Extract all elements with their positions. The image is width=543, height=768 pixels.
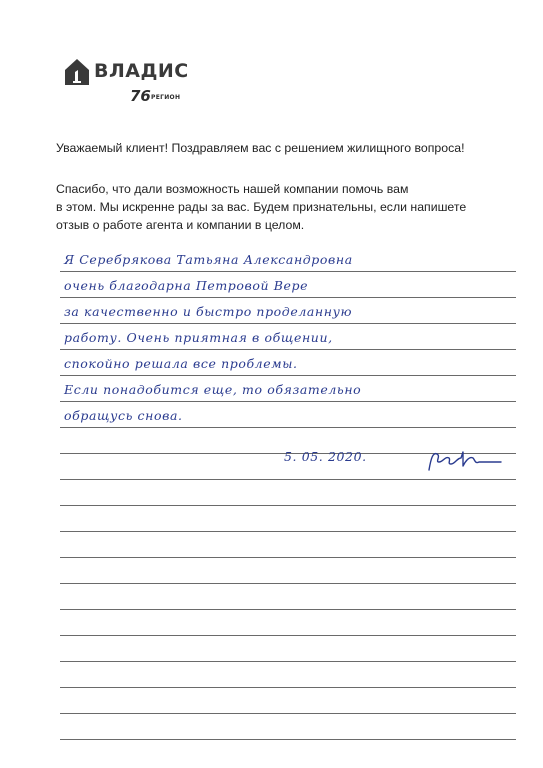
logo-region-label: РЕГИОН <box>151 94 181 101</box>
thanks-line: в этом. Мы искренне рады за вас. Будем признательны, если напишете <box>56 200 467 214</box>
ruled-line <box>60 323 516 324</box>
ruled-line <box>60 531 516 532</box>
handwritten-line: работу. Очень приятная в общении, <box>64 330 333 345</box>
ruled-line <box>60 349 516 350</box>
ruled-line <box>60 609 516 610</box>
ruled-line <box>60 297 516 298</box>
ruled-line <box>60 479 516 480</box>
handwritten-line: Если понадобится еще, то обязательно <box>64 382 362 397</box>
ruled-line <box>60 375 516 376</box>
ruled-line <box>60 401 516 402</box>
ruled-line <box>60 505 516 506</box>
handwritten-date: 5. 05. 2020. <box>284 449 367 464</box>
logo-name: ВЛАДИС <box>94 60 189 82</box>
thanks-line: отзыв о работе агента и компании в целом. <box>56 218 305 232</box>
signature <box>425 448 505 474</box>
handwritten-line: спокойно решала все проблемы. <box>64 356 298 371</box>
ruled-line <box>60 635 516 636</box>
ruled-line <box>60 271 516 272</box>
ruled-line <box>60 583 516 584</box>
thanks-line: Спасибо, что дали возможность нашей компании помочь вам <box>56 182 409 196</box>
ruled-line <box>60 687 516 688</box>
ruled-line <box>60 427 516 428</box>
thanks-paragraph <box>56 180 526 234</box>
ruled-line <box>60 739 516 740</box>
logo-region-number: 76 <box>130 87 151 105</box>
house-icon <box>64 58 90 86</box>
handwritten-line: за качественно и быстро проделанную <box>64 304 353 319</box>
ruled-line <box>60 661 516 662</box>
company-logo <box>64 58 204 114</box>
handwritten-line: очень благодарна Петровой Вере <box>64 278 309 293</box>
greeting-text: Уважаемый клиент! Поздравляем вас с решением жилищного вопроса! <box>56 141 465 155</box>
handwritten-line: обращусь снова. <box>64 408 183 423</box>
ruled-line <box>60 713 516 714</box>
ruled-line <box>60 557 516 558</box>
handwritten-line: Я Серебрякова Татьяна Александровна <box>64 252 353 267</box>
